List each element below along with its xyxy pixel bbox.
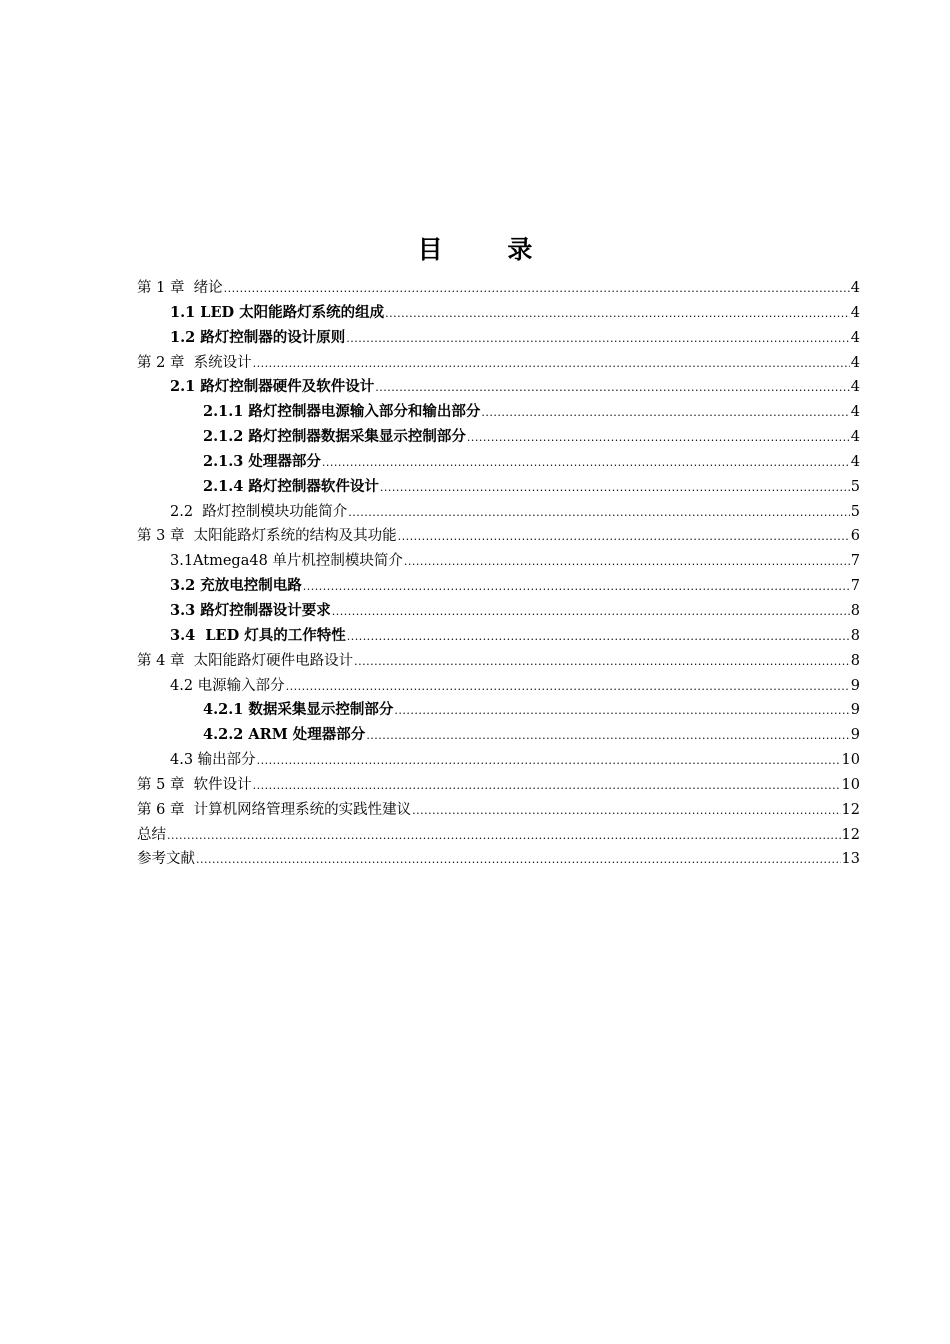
- toc-dot-leader: [404, 550, 850, 575]
- toc-entry-page-number: 9: [850, 677, 860, 694]
- toc-entry-label: 2.1.2 路灯控制器数据采集显示控制部分: [203, 428, 466, 446]
- toc-entry-page-number: 8: [850, 652, 860, 669]
- toc-entry-label: 4.3 输出部分: [170, 752, 256, 769]
- toc-entry-label: 3.2 充放电控制电路: [170, 577, 302, 595]
- toc-entry-page-number: 4: [850, 379, 860, 396]
- toc-entry-page-number: 7: [850, 553, 860, 570]
- toc-list: [137, 276, 860, 872]
- toc-entry-page-number: 12: [841, 801, 860, 818]
- toc-entry-label: 总结: [137, 826, 166, 843]
- toc-entry-page-number: 4: [850, 304, 860, 321]
- toc-dot-leader: [348, 501, 849, 526]
- toc-dot-leader: [385, 302, 850, 327]
- toc-entry[interactable]: [137, 500, 860, 525]
- toc-dot-leader: [196, 848, 841, 873]
- toc-dot-leader: [375, 376, 849, 401]
- toc-entry[interactable]: [137, 649, 860, 674]
- toc-entry[interactable]: [137, 549, 860, 574]
- toc-entry-label: 第 2 章 系统设计: [137, 354, 252, 371]
- toc-entry-page-number: 4: [850, 453, 860, 470]
- toc-entry-label: 1.2 路灯控制器的设计原则: [170, 328, 346, 346]
- toc-entry-label: 参考文献: [137, 851, 195, 868]
- toc-dot-leader: [354, 650, 850, 675]
- toc-entry-page-number: 4: [850, 404, 860, 421]
- toc-dot-leader: [332, 600, 850, 625]
- toc-entry-page-number: 7: [850, 578, 860, 595]
- toc-entry-page-number: 9: [850, 702, 860, 719]
- toc-entry-page-number: 4: [850, 429, 860, 446]
- toc-entry[interactable]: [137, 748, 860, 773]
- toc-dot-leader: [380, 476, 850, 501]
- toc-entry-label: 2.1 路灯控制器硬件及软件设计: [170, 378, 375, 396]
- toc-dot-leader: [322, 451, 850, 476]
- toc-entry-label: 4.2 电源输入部分: [170, 677, 285, 694]
- toc-entry[interactable]: [137, 450, 860, 475]
- toc-entry-page-number: 4: [850, 354, 860, 371]
- toc-entry[interactable]: [137, 798, 860, 823]
- toc-dot-leader: [347, 625, 850, 650]
- toc-entry[interactable]: [137, 674, 860, 699]
- toc-entry-page-number: 5: [850, 478, 860, 495]
- toc-dot-leader: [467, 426, 850, 451]
- toc-entry-label: 2.2 路灯控制模块功能简介: [170, 503, 348, 520]
- toc-entry[interactable]: [137, 400, 860, 425]
- toc-entry-label: 第 1 章 绪论: [137, 280, 223, 296]
- toc-dot-leader: [366, 724, 849, 749]
- toc-entry[interactable]: [137, 351, 860, 376]
- toc-entry-page-number: 10: [841, 752, 860, 769]
- toc-entry-label: 4.2.1 数据采集显示控制部分: [203, 701, 394, 719]
- toc-dot-leader: [253, 352, 850, 377]
- toc-entry[interactable]: [137, 773, 860, 798]
- toc-entry[interactable]: [137, 375, 860, 400]
- toc-entry-label: 第 5 章 软件设计: [137, 776, 252, 793]
- toc-entry[interactable]: [137, 823, 860, 848]
- toc-entry-page-number: 5: [850, 503, 860, 520]
- toc-dot-leader: [412, 799, 840, 824]
- toc-entry-page-number: 10: [841, 776, 860, 793]
- toc-dot-leader: [398, 525, 850, 550]
- toc-entry-label: 3.1Atmega48 单片机控制模块简介: [170, 553, 403, 570]
- toc-dot-leader: [286, 675, 850, 700]
- toc-dot-leader: [346, 327, 849, 352]
- toc-entry-label: 1.1 LED 太阳能路灯系统的组成: [170, 303, 385, 321]
- toc-entry-label: 第 6 章 计算机网络管理系统的实践性建议: [137, 801, 412, 818]
- toc-dot-leader: [257, 749, 841, 774]
- toc-entry[interactable]: [137, 698, 860, 723]
- toc-entry-label: 2.1.1 路灯控制器电源输入部分和输出部分: [203, 403, 481, 421]
- toc-entry[interactable]: [137, 425, 860, 450]
- toc-entry-page-number: 4: [850, 329, 860, 346]
- toc-dot-leader: [394, 699, 849, 724]
- toc-entry[interactable]: [137, 475, 860, 500]
- toc-entry[interactable]: [137, 599, 860, 624]
- toc-entry-label: 2.1.4 路灯控制器软件设计: [203, 477, 379, 495]
- toc-entry[interactable]: [137, 847, 860, 872]
- toc-dot-leader: [253, 774, 841, 799]
- toc-entry-page-number: 9: [850, 727, 860, 744]
- toc-title: 目 录: [417, 235, 561, 264]
- toc-entry-label: 第 3 章 太阳能路灯系统的结构及其功能: [137, 528, 397, 545]
- toc-dot-leader: [303, 575, 850, 600]
- toc-entry[interactable]: [137, 301, 860, 326]
- toc-entry[interactable]: [137, 326, 860, 351]
- toc-entry[interactable]: [137, 574, 860, 599]
- toc-entry-label: 3.3 路灯控制器设计要求: [170, 601, 331, 619]
- toc-entry-page-number: 6: [850, 528, 860, 545]
- toc-dot-leader: [481, 401, 849, 426]
- toc-dot-leader: [167, 824, 841, 849]
- toc-entry-page-number: 13: [841, 851, 860, 868]
- toc-entry-label: 第 4 章 太阳能路灯硬件电路设计: [137, 652, 354, 669]
- toc-entry[interactable]: [137, 524, 860, 549]
- toc-entry-label: 4.2.2 ARM 处理器部分: [203, 726, 366, 744]
- toc-entry-page-number: 8: [850, 602, 860, 619]
- toc-entry-label: 3.4 LED 灯具的工作特性: [170, 626, 346, 644]
- toc-entry-page-number: 4: [850, 280, 860, 296]
- toc-entry[interactable]: [137, 624, 860, 649]
- toc-entry[interactable]: [137, 276, 860, 301]
- toc-dot-leader: [224, 277, 850, 302]
- toc-entry[interactable]: [137, 723, 860, 748]
- toc-entry-label: 2.1.3 处理器部分: [203, 452, 321, 470]
- toc-entry-page-number: 12: [841, 826, 860, 843]
- toc-entry-page-number: 8: [850, 627, 860, 644]
